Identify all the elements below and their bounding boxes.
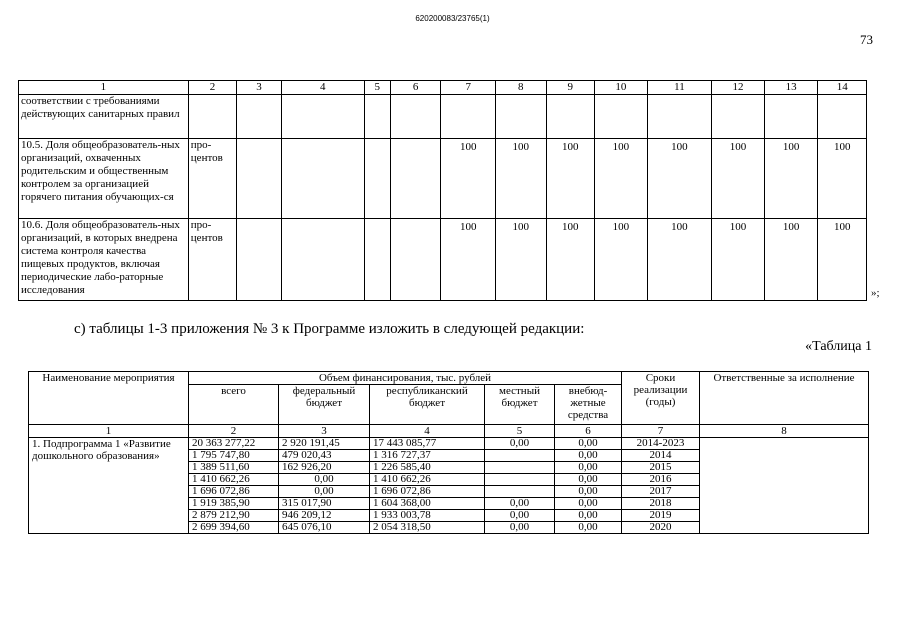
federal-cell: 946 209,12 [279,510,370,522]
period-cell: 2016 [622,474,700,486]
federal-cell: 0,00 [279,486,370,498]
total-cell: 1 410 662,26 [189,474,279,486]
local-cell [485,462,555,474]
total-header: всего [189,385,279,425]
column-number: 8 [700,425,869,438]
period-cell: 2019 [622,510,700,522]
value-cell: 100 [647,139,712,219]
value-cell: 100 [712,219,765,301]
offbudget-cell: 0,00 [555,486,622,498]
federal-cell: 315 017,90 [279,498,370,510]
responsible-header: Ответственные за исполнение [700,372,869,425]
value-cell: 100 [496,219,547,301]
federal-header: федеральный бюджет [279,385,370,425]
local-cell [485,450,555,462]
republic-cell: 1 696 072,86 [370,486,485,498]
indicators-table [18,80,867,301]
value-cell: 100 [712,139,765,219]
document-code: 620200083/23765(1) [415,14,490,23]
total-cell: 1 389 511,60 [189,462,279,474]
name-header: Наименование мероприятия [29,372,189,425]
republic-header: республиканский бюджет [370,385,485,425]
column-number: 13 [764,81,818,95]
local-header: местный бюджет [485,385,555,425]
column-number: 14 [818,81,867,95]
table-caption: «Таблица 1 [805,339,872,354]
republic-cell: 1 226 585,40 [370,462,485,474]
period-header: Сроки реализации (годы) [622,372,700,425]
indicator-name: 10.6. Доля общеобразователь-ных организаций, в которых внедрена система контроля качества пищевых продуктов, включая периодические лабо-раторные исследования [19,219,189,301]
period-cell: 2015 [622,462,700,474]
local-cell: 0,00 [485,510,555,522]
financing-header-row [29,372,869,385]
column-number: 7 [441,81,496,95]
column-number: 2 [188,81,237,95]
total-cell: 2 699 394,60 [189,522,279,534]
period-cell: 2014 [622,450,700,462]
table-row [19,219,867,301]
federal-cell: 0,00 [279,474,370,486]
period-cell: 2018 [622,498,700,510]
total-cell: 1 919 385,90 [189,498,279,510]
republic-cell: 1 316 727,37 [370,450,485,462]
period-cell: 2017 [622,486,700,498]
offbudget-cell: 0,00 [555,498,622,510]
republic-cell: 1 933 003,78 [370,510,485,522]
unit-cell: про-центов [188,139,237,219]
value-cell: 100 [818,219,867,301]
table-row [19,139,867,219]
page-number: 73 [860,32,873,47]
amendment-text: с) таблицы 1-3 приложения № 3 к Программе изложить в следующей редакции: [74,321,585,337]
column-number: 4 [281,81,364,95]
total-cell: 1 795 747,80 [189,450,279,462]
quote-end-mark: »; [871,287,880,299]
column-number: 1 [19,81,189,95]
responsible-cell [700,438,869,534]
value-cell: 100 [441,139,496,219]
column-number: 1 [29,425,189,438]
value-cell: 100 [546,139,595,219]
subprogram-name: 1. Подпрограмма 1 «Развитие дошкольного образования» [29,438,189,534]
column-number: 12 [712,81,765,95]
table-row [29,438,869,450]
unit-cell: про-центов [188,219,237,301]
column-number: 6 [390,81,441,95]
offbudget-cell: 0,00 [555,474,622,486]
volume-header: Объем финансирования, тыс. рублей [189,372,622,385]
local-cell [485,474,555,486]
financing-table [28,371,869,534]
indicator-name: 10.5. Доля общеобразователь-ных организаций, охваченных родительским и общественным контролем за организацией горячего питания обучающих-ся [19,139,189,219]
column-number: 3 [237,81,281,95]
federal-cell: 2 920 191,45 [279,438,370,450]
federal-cell: 479 020,43 [279,450,370,462]
offbudget-cell: 0,00 [555,450,622,462]
value-cell: 100 [595,219,648,301]
value-cell: 100 [818,139,867,219]
offbudget-cell: 0,00 [555,462,622,474]
indicators-column-numbers [19,81,867,95]
value-cell: 100 [441,219,496,301]
column-number: 5 [485,425,555,438]
period-cell: 2014-2023 [622,438,700,450]
local-cell: 0,00 [485,438,555,450]
republic-cell: 1 604 368,00 [370,498,485,510]
local-cell: 0,00 [485,498,555,510]
offbudget-cell: 0,00 [555,522,622,534]
column-number: 4 [370,425,485,438]
column-number: 10 [595,81,648,95]
offbudget-cell: 0,00 [555,438,622,450]
table-row [19,95,867,139]
column-number: 8 [496,81,547,95]
column-number: 3 [279,425,370,438]
value-cell: 100 [496,139,547,219]
republic-cell: 17 443 085,77 [370,438,485,450]
financing-column-numbers [29,425,869,438]
value-cell: 100 [546,219,595,301]
total-cell: 2 879 212,90 [189,510,279,522]
value-cell: 100 [595,139,648,219]
column-number: 2 [189,425,279,438]
column-number: 5 [364,81,390,95]
federal-cell: 645 076,10 [279,522,370,534]
column-number: 7 [622,425,700,438]
period-cell: 2020 [622,522,700,534]
local-cell [485,486,555,498]
federal-cell: 162 926,20 [279,462,370,474]
total-cell: 20 363 277,22 [189,438,279,450]
value-cell: 100 [764,139,818,219]
offbudget-cell: 0,00 [555,510,622,522]
column-number: 11 [647,81,712,95]
value-cell: 100 [764,219,818,301]
value-cell: 100 [647,219,712,301]
column-number: 6 [555,425,622,438]
indicator-name: соответствии с требованиями действующих санитарных правил [19,95,189,139]
total-cell: 1 696 072,86 [189,486,279,498]
republic-cell: 1 410 662,26 [370,474,485,486]
local-cell: 0,00 [485,522,555,534]
column-number: 9 [546,81,595,95]
republic-cell: 2 054 318,50 [370,522,485,534]
offbudget-header: внебюд-жетные средства [555,385,622,425]
